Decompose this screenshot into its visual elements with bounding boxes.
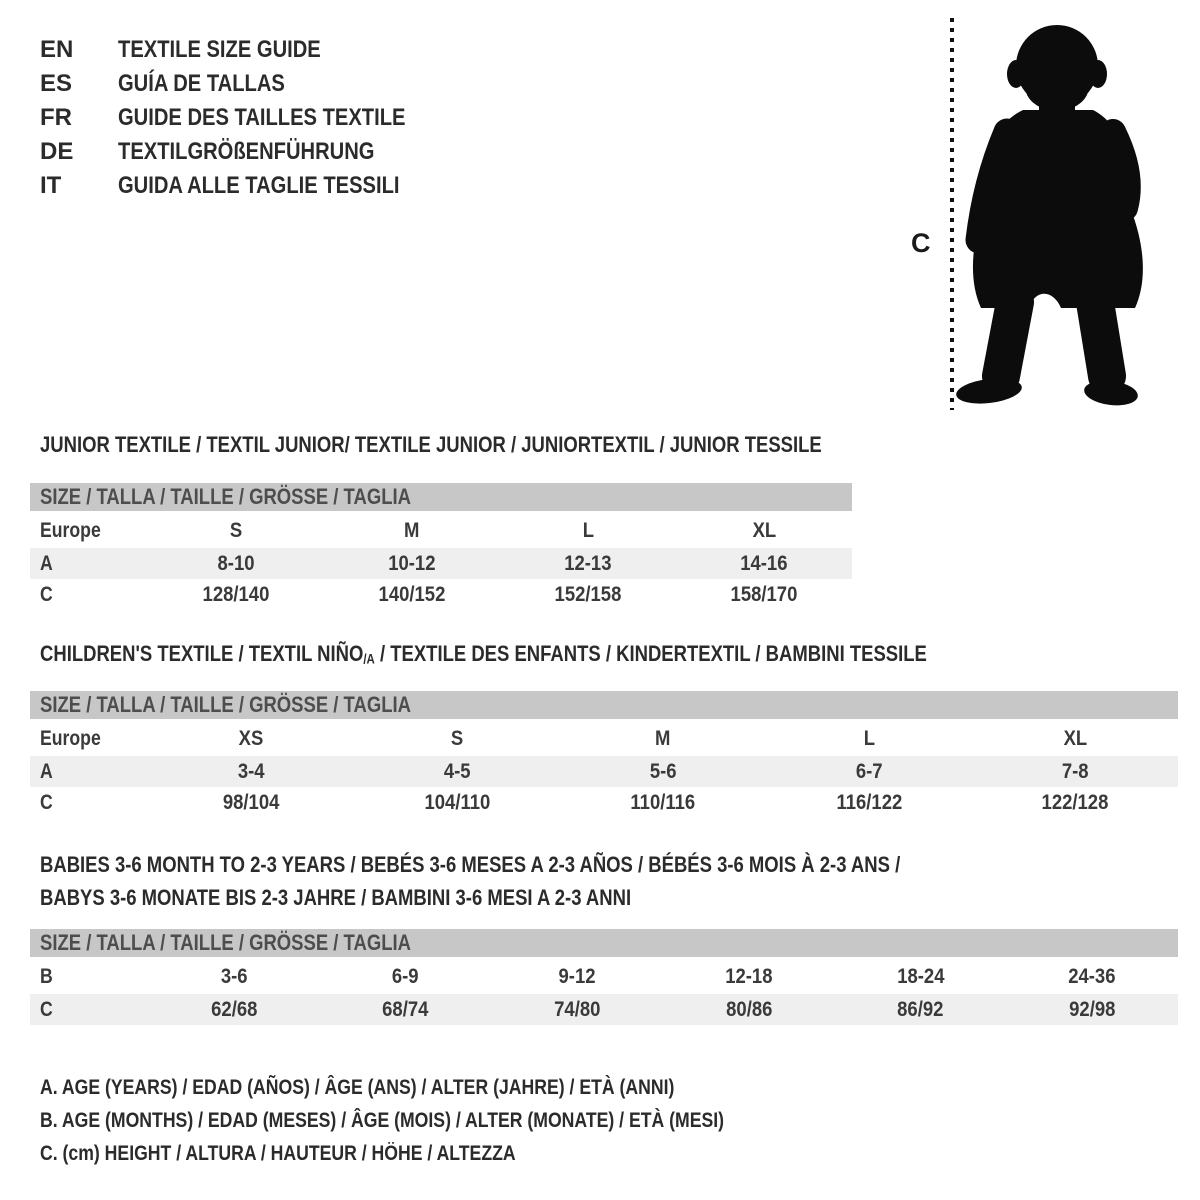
height-value: 140/152 <box>378 582 446 606</box>
age-value: 14-16 <box>740 551 788 575</box>
lang-row-en <box>40 33 460 67</box>
nino-a-subscript: /A <box>363 651 375 667</box>
baby-hand-right <box>1106 204 1130 228</box>
row-label: C <box>40 997 53 1021</box>
lang-code-es: ES <box>40 70 73 97</box>
age-value: 3-4 <box>237 759 265 783</box>
height-value: 128/140 <box>202 582 270 606</box>
row-label: A <box>40 551 53 575</box>
months-value: 6-9 <box>392 965 419 988</box>
months-value: 3-6 <box>220 965 248 988</box>
size-value: XL <box>1063 727 1087 750</box>
measure-label-c: C <box>911 228 931 258</box>
children-size-table <box>30 691 1178 818</box>
size-value: M <box>404 519 420 542</box>
junior-section-heading <box>40 432 971 458</box>
baby-arm-right <box>1113 132 1128 208</box>
babies-size-header-text: SIZE / TALLA / TAILLE / GRÖSSE / TAGLIA <box>40 930 411 955</box>
legend-line-b: B. AGE (MONTHS) / EDAD (MESES) / ÂGE (MOIS) / ALTER (MONATE) / ETÀ (MESI) <box>40 1109 725 1132</box>
months-value: 12-18 <box>725 965 773 988</box>
lang-code-de: DE <box>40 138 74 165</box>
age-value: 8-10 <box>217 551 255 575</box>
age-value: 10-12 <box>388 551 436 575</box>
height-value: 122/128 <box>1041 790 1109 814</box>
lang-row-es <box>40 67 460 101</box>
months-value: 9-12 <box>558 965 596 988</box>
size-value: S <box>450 727 464 750</box>
height-value: 116/122 <box>836 790 902 814</box>
children-heading-text: CHILDREN'S TEXTILE / TEXTIL NIÑO/A / TEXTILE DES ENFANTS / KINDERTEXTIL / BAMBINI TESSILE <box>40 641 927 667</box>
row-label: C <box>40 790 53 814</box>
age-value: 6-7 <box>855 759 883 783</box>
junior-row-europe <box>30 514 852 548</box>
height-value: 74/80 <box>554 997 601 1021</box>
baby-ear-left <box>1007 60 1025 88</box>
babies-size-table <box>30 929 1178 1025</box>
legend-line-c: C. (cm) HEIGHT / ALTURA / HAUTEUR / HÖHE / ALTEZZA <box>40 1142 516 1165</box>
lang-title-fr: GUIDE DES TAILLES TEXTILE <box>118 104 406 131</box>
lang-code-it: IT <box>40 172 62 199</box>
height-value: 104/110 <box>424 790 490 814</box>
baby-silhouette <box>955 25 1143 408</box>
height-value: 68/74 <box>382 997 429 1021</box>
height-value: 98/104 <box>222 790 280 814</box>
size-value: M <box>655 727 671 750</box>
baby-figure <box>895 10 1160 415</box>
lang-title-en: TEXTILE SIZE GUIDE <box>118 36 321 63</box>
row-label: B <box>40 965 53 988</box>
height-value: 152/158 <box>554 582 622 606</box>
children-section-heading <box>40 641 1096 667</box>
row-label: C <box>40 582 53 606</box>
lang-title-es: GUÍA DE TALLAS <box>118 70 285 97</box>
children-row-height <box>30 787 1178 818</box>
months-value: 24-36 <box>1068 965 1116 988</box>
row-label: Europe <box>40 727 101 750</box>
row-label: Europe <box>40 519 101 542</box>
age-value: 5-6 <box>649 759 677 783</box>
junior-size-header-text: SIZE / TALLA / TAILLE / GRÖSSE / TAGLIA <box>40 484 411 509</box>
row-label: A <box>40 759 53 783</box>
height-value: 158/170 <box>730 582 798 606</box>
age-value: 7-8 <box>1061 759 1089 783</box>
lang-row-it <box>40 169 460 203</box>
junior-size-table <box>30 483 852 610</box>
children-row-age <box>30 756 1178 787</box>
lang-title-it: GUIDA ALLE TAGLIE TESSILI <box>118 172 400 199</box>
height-value: 92/98 <box>1069 997 1116 1021</box>
language-title-block <box>40 33 460 203</box>
children-size-header-text: SIZE / TALLA / TAILLE / GRÖSSE / TAGLIA <box>40 692 411 717</box>
size-value: XL <box>752 519 776 542</box>
babies-size-header-bar <box>30 929 1178 957</box>
age-value: 12-13 <box>564 551 612 575</box>
junior-row-height <box>30 579 852 610</box>
children-size-header-bar <box>30 691 1178 719</box>
lang-code-en: EN <box>40 36 74 63</box>
junior-row-age <box>30 548 852 579</box>
size-value: S <box>229 519 243 542</box>
babies-heading-line2: BABYS 3-6 MONATE BIS 2-3 JAHRE / BAMBINI 3-6 MESI A 2-3 ANNI <box>40 885 632 910</box>
months-value: 18-24 <box>896 965 945 988</box>
baby-ear-right <box>1089 60 1107 88</box>
lang-title-de: TEXTILGRÖßENFÜHRUNG <box>118 138 375 165</box>
babies-row-height <box>30 994 1178 1025</box>
height-value: 80/86 <box>725 997 772 1021</box>
baby-leg-left <box>1001 302 1015 376</box>
legend-line-a: A. AGE (YEARS) / EDAD (AÑOS) / ÂGE (ANS) / ALTER (JAHRE) / ETÀ (ANNI) <box>40 1076 675 1099</box>
height-value: 110/116 <box>630 790 696 814</box>
children-row-europe <box>30 722 1178 756</box>
size-value: L <box>582 519 594 542</box>
age-value: 4-5 <box>443 759 471 783</box>
lang-row-de <box>40 135 460 169</box>
baby-leg-right <box>1095 302 1107 376</box>
lang-code-fr: FR <box>40 104 72 131</box>
height-value: 86/92 <box>897 997 944 1021</box>
lang-row-fr <box>40 101 460 135</box>
babies-heading-line1: BABIES 3-6 MONTH TO 2-3 YEARS / BEBÉS 3-6 MESES A 2-3 AÑOS / BÉBÉS 3-6 MOIS À 2-3 ANS / <box>40 852 901 877</box>
size-value: XS <box>238 727 264 750</box>
junior-size-header-bar <box>30 483 852 511</box>
measurement-legend <box>40 1071 854 1170</box>
size-value: L <box>863 727 875 750</box>
junior-heading-text: JUNIOR TEXTILE / TEXTIL JUNIOR/ TEXTILE JUNIOR / JUNIORTEXTIL / JUNIOR TESSILE <box>40 432 822 457</box>
height-value: 62/68 <box>210 997 257 1021</box>
babies-section-heading <box>40 848 1064 914</box>
babies-row-months <box>30 960 1178 994</box>
